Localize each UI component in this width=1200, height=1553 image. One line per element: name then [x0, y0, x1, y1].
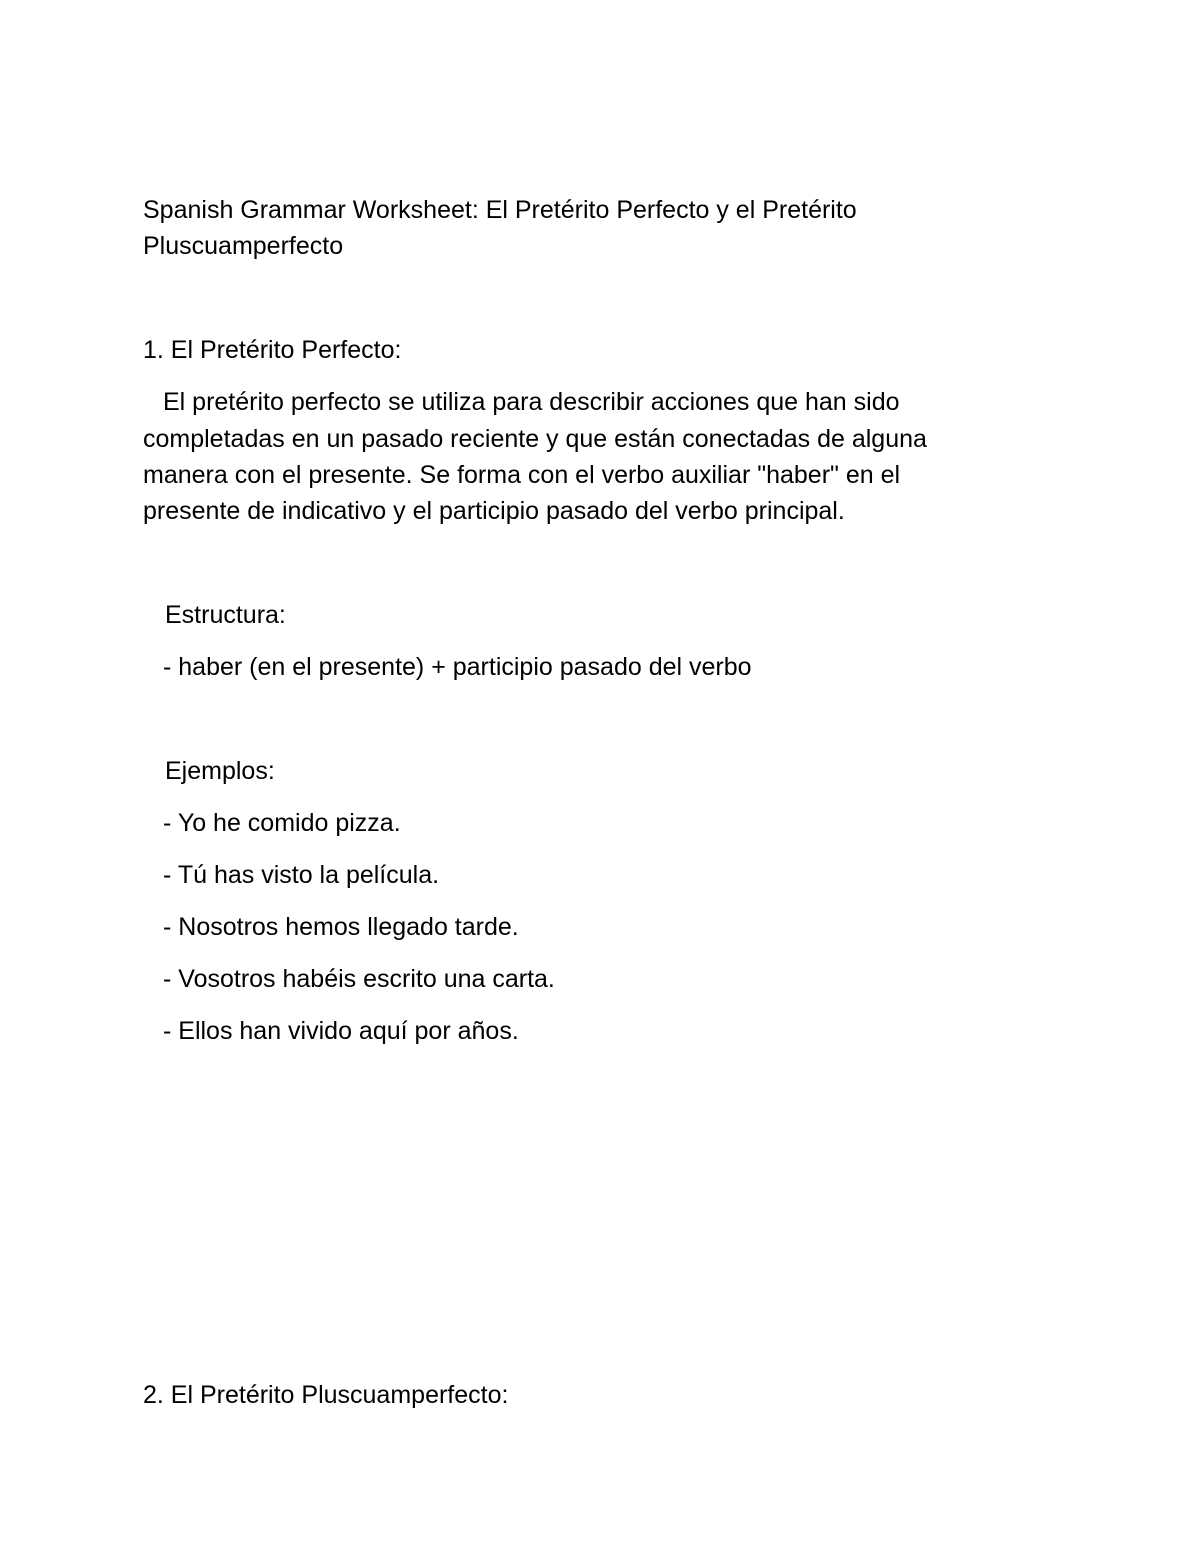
example-item: - Ellos han vivido aquí por años.	[163, 1017, 519, 1045]
document-title: Spanish Grammar Worksheet: El Pretérito Perfecto y el Pretérito	[143, 196, 857, 224]
section-1-paragraph-line: presente de indicativo y el participio pasado del verbo principal.	[143, 497, 845, 525]
structure-label: Estructura:	[165, 601, 286, 629]
section-1-paragraph-line: El pretérito perfecto se utiliza para describir acciones que han sido	[163, 388, 900, 416]
section-1-paragraph-line: manera con el presente. Se forma con el verbo auxiliar "haber" en el	[143, 461, 901, 489]
example-item: - Tú has visto la película.	[163, 861, 440, 889]
example-item: - Nosotros hemos llegado tarde.	[163, 913, 519, 941]
examples-label: Ejemplos:	[165, 757, 275, 785]
section-1-heading: 1. El Pretérito Perfecto:	[143, 336, 402, 364]
document-title-continued: Pluscuamperfecto	[143, 232, 344, 260]
section-1-paragraph-line: completadas en un pasado reciente y que están conectadas de alguna	[143, 425, 927, 453]
structure-rule: - haber (en el presente) + participio pasado del verbo	[163, 653, 752, 681]
example-item: - Yo he comido pizza.	[163, 809, 401, 837]
section-2-heading: 2. El Pretérito Pluscuamperfecto:	[143, 1381, 509, 1409]
example-item: - Vosotros habéis escrito una carta.	[163, 965, 555, 993]
